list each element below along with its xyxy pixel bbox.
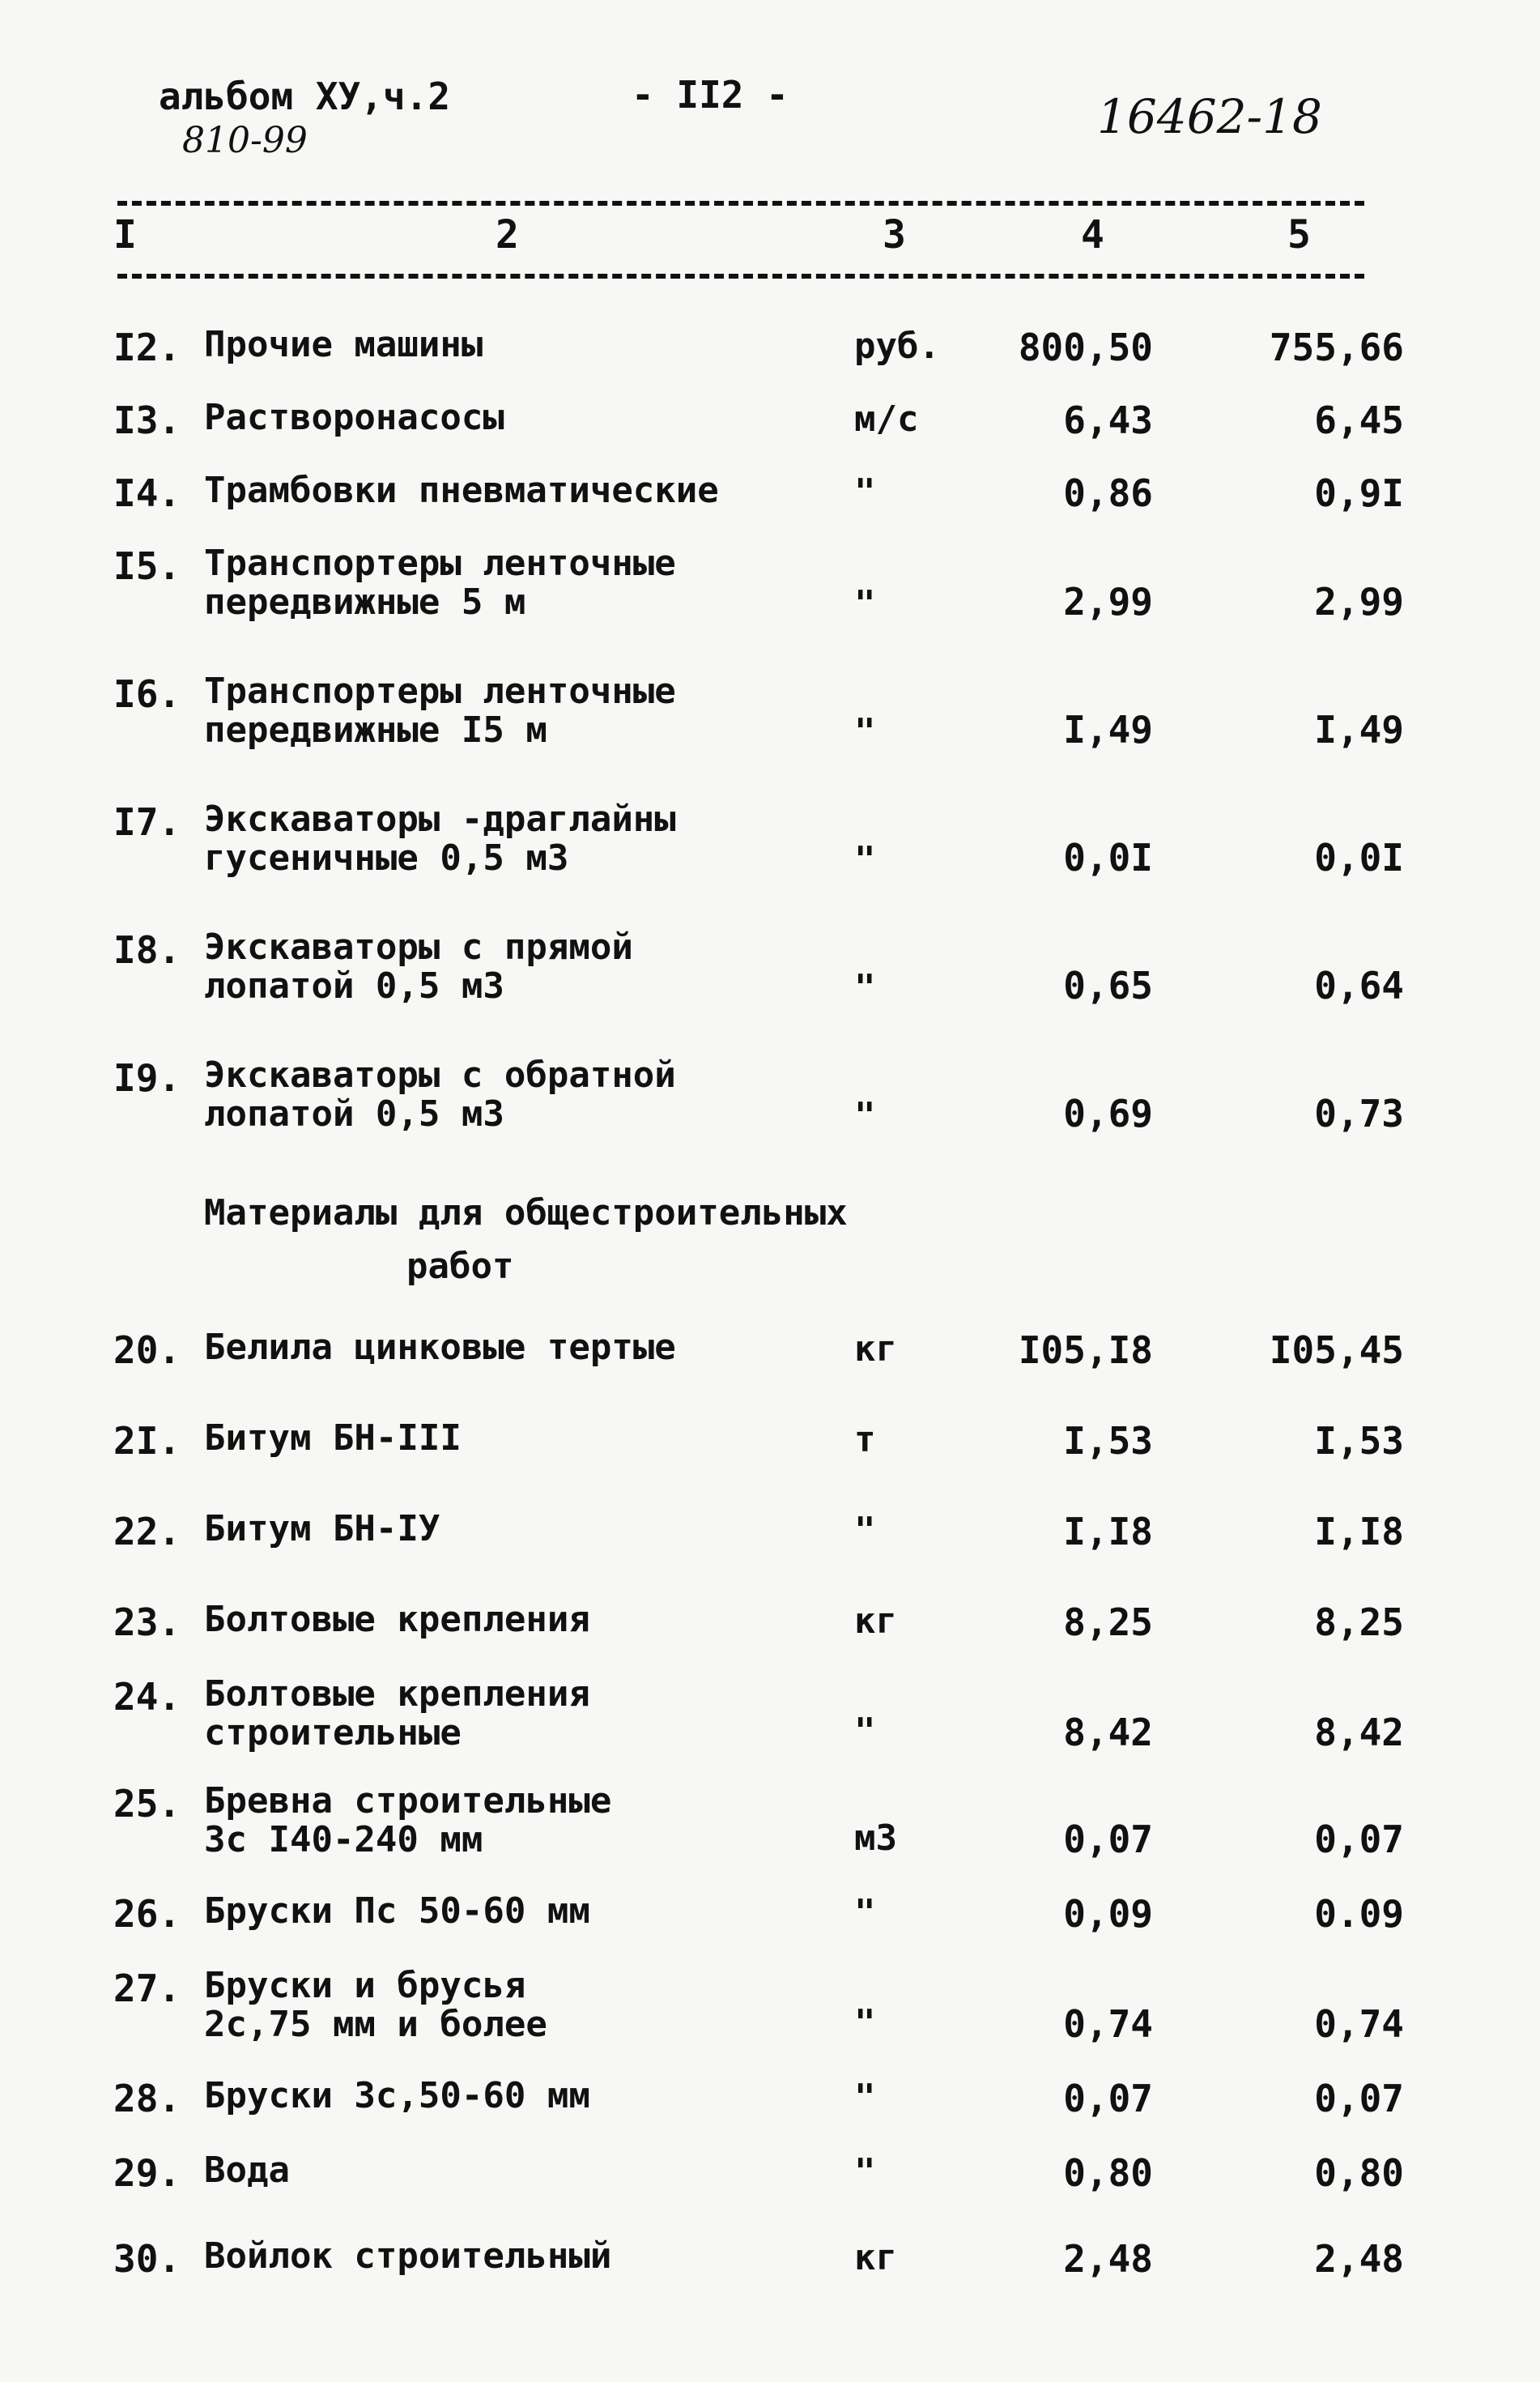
row-number: 23.	[113, 1600, 181, 1644]
column-number-1: I	[113, 212, 137, 258]
row-number: 27.	[113, 1967, 181, 2010]
section-heading	[204, 1187, 933, 1293]
item-unit: кг	[854, 1600, 897, 1642]
item-unit: "	[854, 2077, 876, 2118]
value-col5: 2,99	[1314, 580, 1404, 624]
item-unit: "	[854, 1892, 876, 1933]
value-col4: I,49	[1063, 708, 1153, 752]
section-heading-line1: Материалы для общестроительных	[204, 1192, 848, 1234]
value-col5: 0,07	[1314, 2077, 1404, 2120]
value-col4: 2,99	[1063, 580, 1153, 624]
item-name: Экскаваторы с прямой лопатой 0,5 м3	[204, 927, 633, 1007]
item-unit: "	[854, 2002, 876, 2043]
item-name: Прочие машины	[204, 324, 483, 365]
item-name: Транспортеры ленточные передвижные 5 м	[204, 543, 676, 623]
value-col4: 0,07	[1063, 2077, 1153, 2120]
item-name: Бревна строительные 3с I40-240 мм	[204, 1780, 612, 1860]
value-col4: 0,0I	[1063, 836, 1153, 880]
row-number: I7.	[113, 800, 181, 844]
value-col5: 8,42	[1314, 1711, 1404, 1754]
row-number: 26.	[113, 1892, 181, 1936]
row-number: 22.	[113, 1510, 181, 1553]
value-col4: 0,07	[1063, 1817, 1153, 1861]
album-reference: альбом ХУ,ч.2	[159, 75, 451, 118]
item-name: Бруски Пс 50-60 мм	[204, 1890, 590, 1932]
value-col4: 800,50	[1018, 326, 1153, 369]
value-col5: 0,64	[1314, 964, 1404, 1008]
row-number: I8.	[113, 928, 181, 972]
value-col5: I,49	[1314, 708, 1404, 752]
item-unit: кг	[854, 2237, 897, 2278]
row-number: 30.	[113, 2237, 181, 2281]
value-col5: 0,74	[1314, 2002, 1404, 2046]
value-col5: 755,66	[1269, 326, 1404, 369]
row-number: 2I.	[113, 1419, 181, 1463]
item-unit: кг	[854, 1328, 897, 1370]
value-col4: 0,69	[1063, 1092, 1153, 1136]
item-name: Войлок строительный	[204, 2235, 612, 2277]
item-name: Белила цинковые тертые	[204, 1327, 676, 1368]
value-col4: 0,86	[1063, 471, 1153, 515]
header-divider	[117, 274, 1364, 279]
item-unit: "	[854, 967, 876, 1008]
column-number-4: 4	[1081, 212, 1104, 258]
value-col4: I,I8	[1063, 1510, 1153, 1553]
item-unit: "	[854, 2151, 876, 2192]
value-col4: 2,48	[1063, 2237, 1153, 2281]
row-number: 29.	[113, 2151, 181, 2195]
item-unit: м3	[854, 1817, 897, 1859]
item-unit: т	[854, 1419, 876, 1460]
top-divider	[117, 201, 1364, 206]
column-number-5: 5	[1287, 212, 1311, 258]
row-number: I5.	[113, 544, 181, 588]
row-number: I4.	[113, 471, 181, 515]
value-col4: 8,42	[1063, 1711, 1153, 1754]
item-name: Битум БН-IУ	[204, 1508, 440, 1549]
value-col4: I,53	[1063, 1419, 1153, 1463]
value-col5: 8,25	[1314, 1600, 1404, 1644]
item-name: Бруски и брусья 2с,75 мм и более	[204, 1965, 547, 2045]
item-name: Трамбовки пневматические	[204, 470, 719, 511]
item-unit: "	[854, 839, 876, 880]
value-col5: 2,48	[1314, 2237, 1404, 2281]
value-col5: 0,73	[1314, 1092, 1404, 1136]
item-unit: "	[854, 1510, 876, 1551]
value-col4: 0,65	[1063, 964, 1153, 1008]
item-name: Транспортеры ленточные передвижные I5 м	[204, 671, 676, 751]
value-col5: I,I8	[1314, 1510, 1404, 1553]
item-name: Битум БН-III	[204, 1417, 462, 1459]
item-unit: м/с	[854, 398, 919, 440]
item-unit: "	[854, 1095, 876, 1136]
value-col5: 0,9I	[1314, 471, 1404, 515]
value-col4: 8,25	[1063, 1600, 1153, 1644]
row-number: 20.	[113, 1328, 181, 1372]
item-name: Растворонасосы	[204, 397, 504, 438]
item-name: Вода	[204, 2150, 290, 2191]
item-name: Болтовые крепления строительные	[204, 1673, 590, 1753]
row-number: I9.	[113, 1056, 181, 1100]
value-col5: 6,45	[1314, 398, 1404, 442]
row-number: 24.	[113, 1675, 181, 1719]
value-col5: 0,0I	[1314, 836, 1404, 880]
item-name: Бруски 3с,50-60 мм	[204, 2075, 590, 2116]
value-col5: 0,80	[1314, 2151, 1404, 2195]
column-number-3: 3	[883, 212, 906, 258]
value-col5: 0,07	[1314, 1817, 1404, 1861]
handwritten-code: 810-99	[182, 120, 308, 161]
column-number-2: 2	[496, 212, 519, 258]
value-col5: I,53	[1314, 1419, 1404, 1463]
item-name: Экскаваторы с обратной лопатой 0,5 м3	[204, 1055, 676, 1135]
item-unit: "	[854, 471, 876, 513]
item-name: Болтовые крепления	[204, 1599, 590, 1640]
item-unit: "	[854, 583, 876, 624]
row-number: 28.	[113, 2077, 181, 2120]
row-number: I6.	[113, 672, 181, 716]
value-col4: 0,80	[1063, 2151, 1153, 2195]
value-col5: I05,45	[1269, 1328, 1404, 1372]
page-number: - II2 -	[632, 73, 789, 117]
value-col4: 6,43	[1063, 398, 1153, 442]
value-col4: I05,I8	[1018, 1328, 1153, 1372]
item-unit: руб.	[854, 326, 940, 367]
value-col4: 0,74	[1063, 2002, 1153, 2046]
handwritten-doc-number: 16462-18	[1097, 89, 1322, 144]
row-number: I2.	[113, 326, 181, 369]
item-unit: "	[854, 1711, 876, 1752]
section-heading-line2: работ	[406, 1246, 514, 1287]
item-name: Экскаваторы -драглайны гусеничные 0,5 м3	[204, 799, 676, 879]
item-unit: "	[854, 711, 876, 752]
row-number: 25.	[113, 1782, 181, 1826]
value-col4: 0,09	[1063, 1892, 1153, 1936]
row-number: I3.	[113, 398, 181, 442]
value-col5: 0.09	[1314, 1892, 1404, 1936]
